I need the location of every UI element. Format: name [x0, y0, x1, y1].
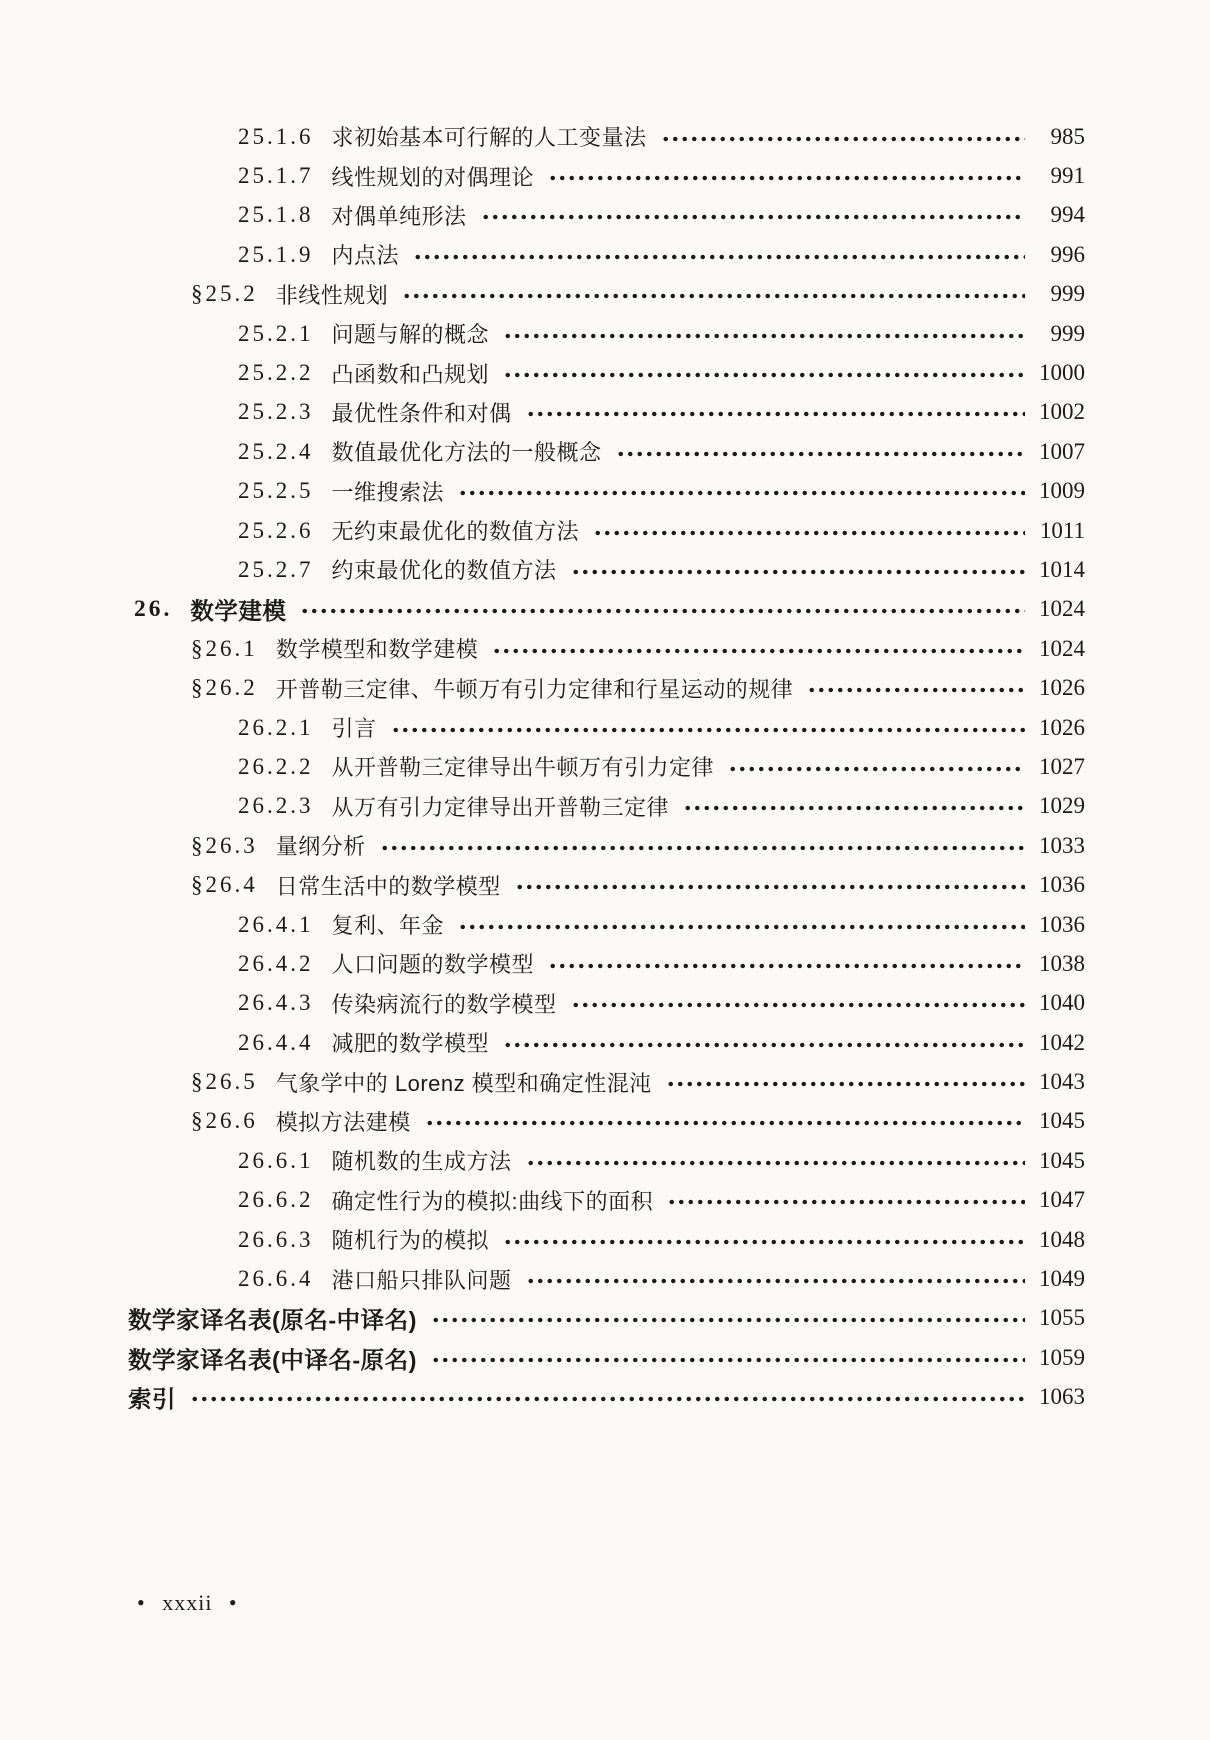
- toc-entry-page: 1042: [1039, 1029, 1085, 1055]
- dot-leader: [481, 214, 1025, 220]
- toc-entry-number: §26.1: [191, 635, 258, 661]
- toc-entry: [128, 314, 1085, 353]
- dot-leader: [526, 1278, 1025, 1284]
- toc-entry-title: 非线性规划: [275, 282, 389, 308]
- toc-entry-page: 1009: [1039, 478, 1085, 504]
- toc-entry-title: 最优性条件和对偶: [331, 400, 512, 426]
- toc-entry-page: 999: [1050, 281, 1085, 307]
- toc-entry-title: 数学家译名表(原名-中译名): [128, 1307, 417, 1334]
- toc-entry-number: 26.6.4: [238, 1266, 314, 1292]
- dot-leader: [391, 727, 1025, 733]
- dot-leader: [492, 648, 1025, 654]
- toc-entry-title: 量纲分析: [275, 834, 366, 860]
- toc-entry-title: 一维搜索法: [331, 479, 445, 505]
- toc-entry-title: 从开普勒三定律导出牛顿万有引力定律: [331, 755, 715, 781]
- toc-entry-title: 港口船只排队问题: [331, 1267, 512, 1293]
- toc-entry-page: 1007: [1039, 438, 1085, 464]
- toc-entry-page: 1049: [1039, 1266, 1085, 1292]
- dot-leader: [458, 924, 1025, 930]
- dot-leader: [667, 1199, 1025, 1205]
- toc-entry-title: 模拟方法建模: [275, 1109, 411, 1135]
- toc-entry-page: 1026: [1039, 714, 1085, 740]
- dot-leader: [571, 1002, 1025, 1008]
- toc-entry-number: 26.6.1: [238, 1147, 314, 1173]
- toc-entry: [128, 629, 1085, 668]
- toc-entry-title: 随机数的生成方法: [331, 1149, 512, 1175]
- toc-entry-number: 26.6.3: [238, 1226, 314, 1252]
- toc-entry-page: 1024: [1039, 596, 1085, 622]
- toc-entry-page: 1059: [1039, 1344, 1085, 1370]
- toc-entry-page: 1011: [1039, 517, 1085, 543]
- toc-entry-title: 线性规划的对偶理论: [331, 164, 535, 190]
- toc-entry: [128, 590, 1085, 629]
- toc-entry-page: 1029: [1039, 793, 1085, 819]
- toc-entry: [128, 905, 1085, 944]
- dot-leader: [402, 293, 1025, 299]
- toc-entry-page: 1045: [1039, 1147, 1085, 1173]
- dot-leader: [526, 411, 1025, 417]
- toc-entry-number: 25.2.7: [238, 556, 314, 582]
- toc-entry: [128, 1023, 1085, 1062]
- dot-leader: [300, 608, 1025, 614]
- toc-entry-number: §25.2: [191, 281, 258, 307]
- toc-entry-number: §26.4: [191, 872, 258, 898]
- toc-entry-title: 减肥的数学模型: [331, 1031, 490, 1057]
- toc-entry: [128, 393, 1085, 432]
- toc-entry-page: 996: [1050, 241, 1085, 267]
- toc-entry-title: 引言: [331, 716, 377, 742]
- dot-leader: [503, 372, 1025, 378]
- toc-entry-title: 复利、年金: [331, 913, 445, 938]
- toc-entry-number: §26.6: [191, 1108, 258, 1134]
- toc-entry-page: 1036: [1039, 872, 1085, 898]
- toc-entry-number: 25.1.6: [238, 123, 314, 149]
- toc-entry: [128, 275, 1085, 314]
- toc-entry-page: 1000: [1039, 360, 1085, 386]
- toc-entry: [128, 196, 1085, 235]
- toc-entry: [128, 353, 1085, 392]
- toc-entry-title: 对偶单纯形法: [331, 203, 467, 229]
- toc-entry: [128, 156, 1085, 195]
- toc-entry-title: 数学模型和数学建模: [275, 637, 479, 663]
- toc-entry-page: 1040: [1039, 990, 1085, 1016]
- toc-entry-page: 1038: [1039, 950, 1085, 976]
- toc-entry-page: 1047: [1039, 1187, 1085, 1213]
- dot-leader: [503, 1239, 1025, 1245]
- toc-entry-title: 数值最优化方法的一般概念: [331, 440, 602, 466]
- toc-entry-number: 26.6.2: [238, 1187, 314, 1213]
- toc-entry-number: 26.4.4: [238, 1029, 314, 1055]
- toc-entry: [128, 747, 1085, 786]
- toc-entry-title: 数学家译名表(中译名-原名): [128, 1346, 417, 1373]
- dot-leader: [728, 766, 1025, 772]
- toc-entry-number: 25.2.6: [238, 517, 314, 543]
- dot-leader: [526, 1160, 1025, 1166]
- toc-entry-title: 日常生活中的数学模型: [275, 873, 501, 899]
- toc-entry-page: 1026: [1039, 675, 1085, 701]
- toc-entry-number: §26.3: [191, 832, 258, 858]
- toc-entry-number: 26.: [134, 595, 173, 622]
- toc-entry-page: 1043: [1039, 1069, 1085, 1095]
- toc-entry-page: 1014: [1039, 556, 1085, 582]
- toc-list: [128, 117, 1085, 1417]
- toc-entry-title: 人口问题的数学模型: [331, 952, 535, 978]
- toc-entry: [128, 984, 1085, 1023]
- dot-leader: [190, 1396, 1025, 1402]
- toc-entry-number: 25.1.9: [238, 241, 314, 267]
- toc-entry: [128, 826, 1085, 865]
- toc-entry-number: 25.1.7: [238, 163, 314, 189]
- toc-entry: [128, 1299, 1085, 1338]
- toc-entry-number: 25.2.2: [238, 360, 314, 386]
- toc-entry: [128, 1259, 1085, 1298]
- dot-leader: [666, 1081, 1025, 1087]
- toc-entry: [128, 550, 1085, 589]
- toc-entry: [128, 1338, 1085, 1377]
- dot-leader: [661, 136, 1025, 142]
- toc-entry-title: 从万有引力定律导出开普勒三定律: [331, 794, 670, 820]
- toc-entry: [128, 865, 1085, 904]
- toc-entry-page: 994: [1050, 202, 1085, 228]
- toc-entry: [128, 1181, 1085, 1220]
- dot-leader: [380, 845, 1025, 851]
- toc-entry: [128, 117, 1085, 156]
- dot-leader: [807, 687, 1025, 693]
- dot-leader: [431, 1317, 1025, 1323]
- toc-entry-title: 传染病流行的数学模型: [331, 991, 557, 1017]
- page-footer: • xxxii •: [137, 1590, 238, 1615]
- toc-entry: [128, 1220, 1085, 1259]
- toc-entry-number: 26.2.2: [238, 753, 314, 779]
- toc-entry-title: 开普勒三定律、牛顿万有引力定律和行星运动的规律: [275, 676, 794, 702]
- dot-leader: [593, 530, 1025, 536]
- toc-entry-number: 25.2.1: [238, 320, 314, 346]
- toc-entry-number: 26.4.2: [238, 950, 314, 976]
- toc-entry-number: 26.2.3: [238, 793, 314, 819]
- dot-leader: [503, 333, 1025, 339]
- toc-entry: [128, 511, 1085, 550]
- toc-entry: [128, 432, 1085, 471]
- dot-leader: [571, 569, 1025, 575]
- dot-leader: [431, 1357, 1025, 1363]
- toc-entry-title: 凸函数和凸规划: [331, 361, 490, 387]
- toc-entry-page: 1055: [1039, 1305, 1085, 1331]
- toc-entry-page: 1063: [1039, 1384, 1085, 1410]
- toc-entry-page: 1048: [1039, 1226, 1085, 1252]
- toc-entry-number: §26.5: [191, 1069, 258, 1095]
- toc-entry-page: 999: [1050, 320, 1085, 346]
- toc-entry-number: 26.2.1: [238, 714, 314, 740]
- toc-entry-page: 1027: [1039, 753, 1085, 779]
- toc-entry-page: 1002: [1039, 399, 1085, 425]
- dot-leader: [548, 175, 1025, 181]
- toc-entry-page: 1024: [1039, 635, 1085, 661]
- toc-entry-number: 25.1.8: [238, 202, 314, 228]
- toc-entry-title: 随机行为的模拟: [331, 1228, 490, 1254]
- toc-entry-title: 无约束最优化的数值方法: [331, 519, 580, 545]
- toc-entry-title: 确定性行为的模拟:曲线下的面积: [331, 1188, 654, 1214]
- toc-entry-page: 985: [1050, 123, 1085, 149]
- toc-entry-title: 气象学中的 Lorenz 模型和确定性混沌: [275, 1070, 652, 1096]
- toc-entry-page: 1036: [1039, 911, 1085, 937]
- toc-entry-title: 求初始基本可行解的人工变量法: [331, 125, 647, 151]
- toc-entry-number: 25.2.5: [238, 478, 314, 504]
- toc-entry: [128, 1102, 1085, 1141]
- dot-leader: [548, 963, 1025, 969]
- toc-entry: [128, 235, 1085, 274]
- dot-leader: [503, 1042, 1025, 1048]
- toc-entry: [128, 787, 1085, 826]
- toc-entry-title: 内点法: [331, 243, 400, 269]
- toc-entry-number: 26.4.3: [238, 990, 314, 1016]
- dot-leader: [458, 490, 1025, 496]
- toc-entry-number: 26.4.1: [238, 911, 314, 937]
- toc-entry-title: 问题与解的概念: [331, 322, 490, 348]
- toc-entry-page: 1033: [1039, 832, 1085, 858]
- toc-entry: [128, 1378, 1085, 1417]
- toc-entry-title: 约束最优化的数值方法: [331, 558, 557, 584]
- toc-entry-page: 1045: [1039, 1108, 1085, 1134]
- toc-entry: [128, 472, 1085, 511]
- toc-entry-page: 991: [1050, 163, 1085, 189]
- dot-leader: [616, 451, 1025, 457]
- toc-entry-number: 25.2.3: [238, 399, 314, 425]
- dot-leader: [515, 884, 1025, 890]
- toc-entry: [128, 1141, 1085, 1180]
- toc-entry-title: 数学建模: [190, 598, 287, 625]
- toc-entry-number: 25.2.4: [238, 438, 314, 464]
- dot-leader: [425, 1120, 1025, 1126]
- dot-leader: [413, 254, 1025, 260]
- toc-entry-title: 索引: [128, 1386, 176, 1413]
- toc-entry: [128, 668, 1085, 707]
- toc-entry-number: §26.2: [191, 675, 258, 701]
- toc-entry: [128, 944, 1085, 983]
- toc-entry: [128, 708, 1085, 747]
- dot-leader: [683, 805, 1025, 811]
- toc-entry: [128, 1062, 1085, 1101]
